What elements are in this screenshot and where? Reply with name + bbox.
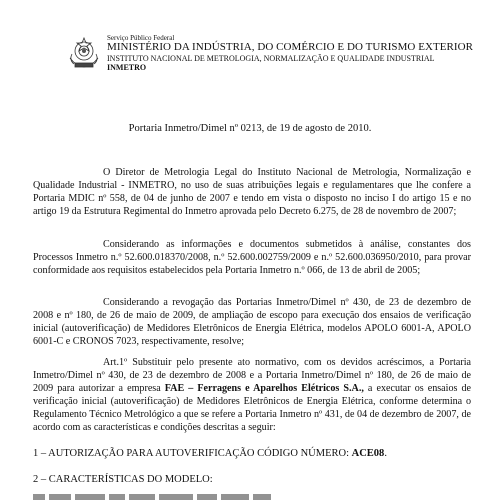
paragraph-considering-revocation: Considerando a revogação das Portarias Inmetro/Dimel nº 430, de 23 de dezembro de 2008 e nº 180, de 26 de maio de 2009, de ampliação de escopo para execução dos ensaios de verificação inicial (autoverificação) de Medidores Eletrônicos de Energia Elétrica, modelos APOLO 6001-A, APOLO 6001-C e CRONOS 7023, respectivamente, resolve; (33, 297, 471, 347)
institute-name: INSTITUTO NACIONAL DE METROLOGIA, NORMALIZAÇÃO E QUALIDADE INDUSTRIAL (107, 54, 435, 63)
article-text-end: a executar os ensaios de verificação inicial (autoverificação) de Medidores Eletrônicos de Energia Elétrica, conforme determina o Regulamento Técnico Metrológico a que se refere a Portaria Inmetro nº 431, de 04 de dezembro de 2007, de acordo com as características e condições descritas a seguir: (33, 383, 471, 433)
truncated-text-line (33, 494, 293, 500)
ministry-name: MINISTÉRIO DA INDÚSTRIA, DO COMÉRCIO E DO TURISMO EXTERIOR (107, 41, 474, 53)
paragraph-considering-documents: Considerando as informações e documentos submetidos à análise, constantes dos Processos Inmetro n.º 52.600.018370/2008, n.º 52.600.002759/2009 e n.º 52.600.036950/2010, para provar conformidade aos requisitos estabelecidos pela Portaria Inmetro n.º 066, de 13 de abril de 2005; (33, 239, 471, 276)
article-text-start: Art.1º Substituir pelo presente ato normativo, com os devidos acréscimos, a Portaria Inmetro/Dimel nº 430, de 23 de dezembro de 2008 e a Portaria Inmetro/Dimel nº 180, de 26 de maio de 2009 para autorizar a empresa (33, 357, 471, 394)
paragraph-director: O Diretor de Metrologia Legal do Instituto Nacional de Metrologia, Normalização e Qualidade Industrial - INMETRO, no uso de suas atribuições legais e regulamentares que lhe confere a Portaria MDIC nº 558, de 04 de junho de 2007 e tendo em vista o disposto no inciso I do artigo 15 e no artigo 19 da Estrutura Regimental do Inmetro aprovada pelo Decreto 6.275, de 28 de novembro de 2007; (33, 167, 471, 217)
section-authorization-label: 1 – AUTORIZAÇÃO PARA AUTOVERIFICAÇÃO CÓDIGO NÚMERO: (33, 448, 352, 459)
paragraph-article-1 (33, 356, 471, 434)
coat-of-arms-icon (66, 36, 102, 70)
section-authorization-end: . (384, 448, 387, 459)
institute-acronym: INMETRO (107, 63, 147, 72)
document-title: Portaria Inmetro/Dimel nº 0213, de 19 de agosto de 2010. (128, 123, 372, 134)
company-name: FAE – Ferragens e Aparelhos Elétricos S.A., (164, 383, 364, 394)
service-label: Serviço Público Federal (107, 34, 175, 42)
authorization-code: ACE08 (351, 448, 385, 459)
section-model-characteristics: 2 – CARACTERÍSTICAS DO MODELO: (33, 474, 213, 485)
section-authorization (33, 447, 387, 460)
